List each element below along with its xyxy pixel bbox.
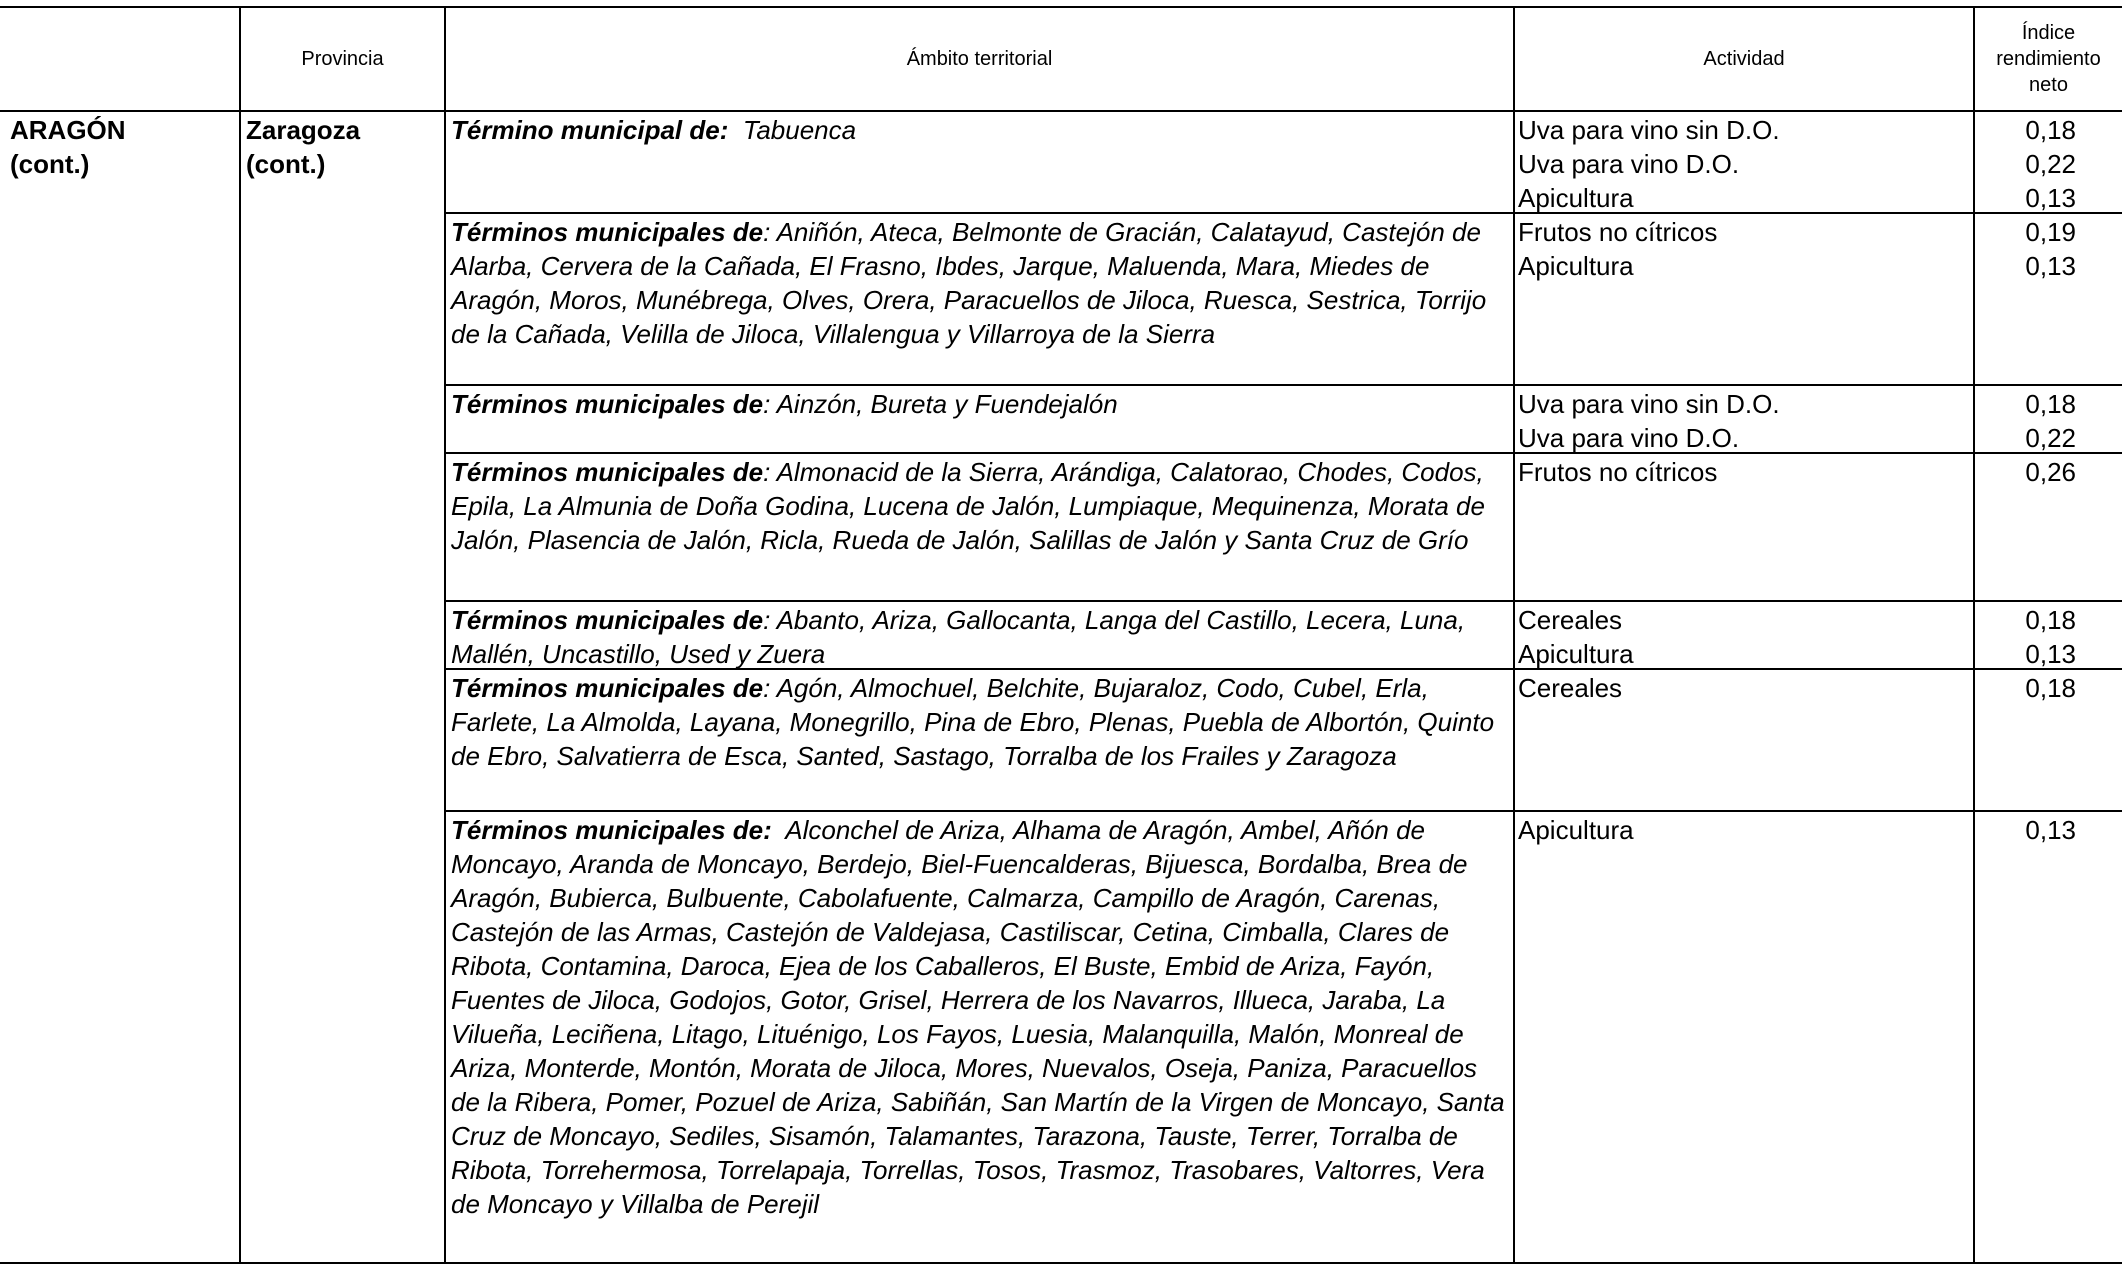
ambito-cell <box>451 813 1511 1221</box>
index-cell <box>1980 813 2076 847</box>
index-value: 0,13 <box>2025 815 2076 845</box>
column-divider <box>1513 6 1515 1264</box>
header-ambito: Ámbito territorial <box>906 48 1053 70</box>
region-name <box>10 113 126 181</box>
region-line: ARAGÓN <box>10 115 126 145</box>
activity-item: Apicultura <box>1518 183 1634 213</box>
ambito-municipalities: : Almonacid de la Sierra, Arándiga, Calatorao, Chodes, Codos, Epila, La Almunia de Doña Godina, Lucena de Jalón, Lumpiaque, Mequinenza, Morata de Jalón, Plasencia de Jalón, Ricla, Rueda de Jalón, Salillas de Jalón y Santa Cruz de Grío <box>451 457 1485 555</box>
header-indice-line: neto <box>2029 74 2068 96</box>
header-indice <box>1975 8 2122 110</box>
ambito-cell <box>451 603 1511 671</box>
index-cell <box>1980 671 2076 705</box>
index-value: 0,13 <box>2025 251 2076 281</box>
activity-item: Apicultura <box>1518 251 1634 281</box>
row-divider <box>444 810 2122 812</box>
ambito-municipalities: : Aniñón, Ateca, Belmonte de Gracián, Calatayud, Castejón de Alarba, Cervera de la Cañada, El Frasno, Ibdes, Jarque, Maluenda, Mara, Miedes de Aragón, Moros, Munébrega, Olves, Orera, Paracuellos de Jiloca, Ruesca, Sestrica, Torrijo de la Cañada, Velilla de Jiloca, Villalengua y Villarroya de la Sierra <box>451 217 1487 349</box>
ambito-municipalities: Alconchel de Ariza, Alhama de Aragón, Ambel, Añón de Moncayo, Aranda de Moncayo, Berdejo, Biel-Fuencalderas, Bijuesca, Bordalba, Brea de Aragón, Bubierca, Bulbuente, Cabolafuente, Calmarza, Campillo de Aragón, Carenas, Castejón de las Armas, Castejón de Valdejasa, Castiliscar, Cetina, Cimballa, Clares de Ribota, Contamina, Daroca, Ejea de los Caballeros, El Buste, Embid de Ariza, Fayón, Fuentes de Jiloca, Godojos, Gotor, Grisel, Herrera de los Navarros, Illueca, Jaraba, La Vilueña, Leciñena, Litago, Lituénigo, Los Fayos, Luesia, Malanquilla, Malón, Monreal de Ariza, Monterde, Montón, Morata de Jiloca, Mores, Nuevalos, Oseja, Paniza, Paracuellos de la Ribera, Pomer, Pozuel de Ariza, Sabiñán, San Martín de la Virgen de Moncayo, Santa Cruz de Moncayo, Sediles, Sisamón, Talamantes, Tarazona, Tauste, Terrer, Torralba de Ribota, Torrehermosa, Torrelapaja, Torrellas, Tosos, Trasmoz, Trasobares, Valtorres, Vera de Moncayo y Villalba de Perejil <box>451 815 1505 1219</box>
ambito-label: Términos municipales de <box>451 457 764 487</box>
activity-cell <box>1518 387 1958 455</box>
ambito-municipalities: Tabuenca <box>742 115 857 145</box>
activity-cell <box>1518 455 1958 489</box>
activity-cell <box>1518 671 1958 705</box>
activity-cell <box>1518 113 1958 215</box>
activity-item: Frutos no cítricos <box>1518 457 1718 487</box>
header-indice-line: Índice <box>2021 22 2076 44</box>
index-value: 0,18 <box>2025 673 2076 703</box>
header-bottom-border <box>0 110 2122 112</box>
activity-cell <box>1518 215 1958 283</box>
ambito-cell <box>451 113 1511 147</box>
ambito-label: Términos municipales de <box>451 605 764 635</box>
activity-item: Apicultura <box>1518 815 1634 845</box>
province-line: (cont.) <box>246 149 326 179</box>
header-provincia: Provincia <box>301 48 384 70</box>
ambito-cell <box>451 215 1511 351</box>
index-value: 0,18 <box>2025 115 2076 145</box>
index-value: 0,19 <box>2025 217 2076 247</box>
province-name <box>246 113 360 181</box>
province-line: Zaragoza <box>246 115 361 145</box>
index-value: 0,13 <box>2025 183 2076 213</box>
region-line: (cont.) <box>10 149 90 179</box>
column-divider <box>444 6 446 1264</box>
ambito-municipalities: : Ainzón, Bureta y Fuendejalón <box>763 389 1118 419</box>
ambito-municipalities: : Abanto, Ariza, Gallocanta, Langa del Castillo, Lecera, Luna, Mallén, Uncastillo, Used y Zuera <box>451 605 1466 669</box>
index-value: 0,22 <box>2025 423 2076 453</box>
ambito-label: Términos municipales de <box>451 389 764 419</box>
header-indice-line: rendimiento <box>1996 48 2101 70</box>
header-actividad: Actividad <box>1703 48 1785 70</box>
activity-item: Uva para vino D.O. <box>1518 423 1740 453</box>
activity-cell <box>1518 813 1958 847</box>
ambito-label: Término municipal de: <box>451 115 729 145</box>
index-value: 0,26 <box>2025 457 2076 487</box>
activity-item: Cereales <box>1518 605 1623 635</box>
ambito-cell <box>451 455 1511 557</box>
activity-item: Apicultura <box>1518 639 1634 669</box>
column-divider <box>239 6 241 1264</box>
activity-cell <box>1518 603 1958 671</box>
index-cell <box>1980 113 2076 215</box>
ambito-label: Términos municipales de: <box>451 815 772 845</box>
ambito-label: Términos municipales de <box>451 673 764 703</box>
index-value: 0,18 <box>2025 389 2076 419</box>
index-cell <box>1980 455 2076 489</box>
ambito-municipalities: : Agón, Almochuel, Belchite, Bujaraloz, Codo, Cubel, Erla, Farlete, La Almolda, Layana, Monegrillo, Pina de Ebro, Plenas, Puebla de Albortón, Quinto de Ebro, Salvatierra de Esca, Santed, Sastago, Torralba de los Frailes y Zaragoza <box>451 673 1495 771</box>
column-divider <box>1973 6 1975 1264</box>
index-cell <box>1980 215 2076 283</box>
index-value: 0,22 <box>2025 149 2076 179</box>
activity-item: Frutos no cítricos <box>1518 217 1718 247</box>
index-cell <box>1980 603 2076 671</box>
index-cell <box>1980 387 2076 455</box>
ambito-label: Términos municipales de <box>451 217 764 247</box>
ambito-cell <box>451 387 1511 421</box>
activity-item: Uva para vino sin D.O. <box>1518 115 1780 145</box>
activity-item: Cereales <box>1518 673 1623 703</box>
table-bottom-border <box>0 1262 2122 1264</box>
ambito-cell <box>451 671 1511 773</box>
row-divider <box>444 600 2122 602</box>
activity-item: Uva para vino sin D.O. <box>1518 389 1780 419</box>
activity-item: Uva para vino D.O. <box>1518 149 1740 179</box>
row-divider <box>444 384 2122 386</box>
index-value: 0,13 <box>2025 639 2076 669</box>
index-value: 0,18 <box>2025 605 2076 635</box>
